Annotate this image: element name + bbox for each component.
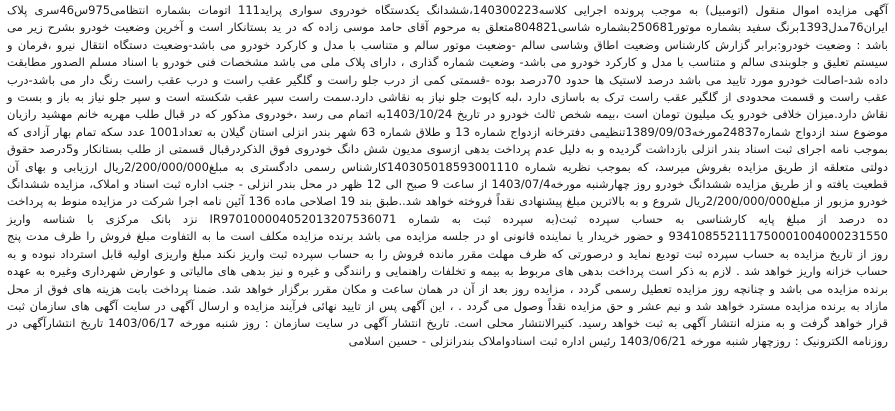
- auction-notice-body: آگهی مزایده اموال منقول (اتومبیل) به موجب پرونده اجرایی کلاسه140300223،ششدانگ یکدستگاه خودروی سواری پراید111 اتومات بشماره انتظامی975س46سری پلاک ایران76مدل1393برنگ سفید بشماره موتور250681بشماره شاسی804821متعلق به مرحوم آقای حامد موسی زاده که در ید بستانکار است و آخرین وضعیت خودرو بشرح زیر می باشد : وضعیت خودرو:برابر گزارش کارشناس وضعیت اطاق وشاسی سالم -وضعیت موتور سالم و متناسب با مدل و کارکرد خودرو می باشد-وضعیت دستگاه انتقال نیرو ،فرمان و سیستم تعلیق و جلوبندی سالم و متناسب با مدل و کارکرد خودرو می باشد- وضعیت شماره گذاری ، دارای پلاک ملی می باشد مشخصات فنی خودرو با اسناد مسلم الصدور مطابقت داده شد-اصالت خودرو مورد تایید می باشد درصد لاستیک ها حدود 70درصد بوده -قسمتی کمی از درب جلو راست و گلگیر عقب راست و درب عقب راست رنگ دار می باشد-درب عقب راست و قسمت محدودی از گلگیر عقب راست ترک به باسازی دارد ،لبه کاپوت جلو نیاز به نقاشی دارد.سمت راست سپر عقب شکسته است و سپر جلو نیاز به باز و بست و نقاش دارد.میزان خلافی خودرو یک میلیون تومان است ،بیمه شخص ثالث خودرو در تاریخ 1403/10/24به اتمام می رسد ،خودروی مذکور که در قبال طلب مهریه خانم مهشید رازیان موضوع سند ازدواج شماره24837مورخه1389/09/03تنظیمی دفترخانه ازدواج شماره 13 و طلاق شماره 63 شهر بندر انزلی استان گیلان به تعداد1001 عدد سکه تمام بهار آزادی که بموجب نامه اجرای ثبت اسناد بندر انزلی بازداشت گردیده و به دلیل عدم پرداخت بدهی ازسوی مدیون شش دانگ خودروی فوق الذکردرقبال قسمتی از طلب بستانکار و5درصد حقوق دولتی متعلقه از طریق مزایده بفروش میرسد، که بموجب نظریه شماره 140305018593001110کارشناس رسمی دادگستری به مبلغ2/200/000/000ریال ارزیابی و بهای آن قطعیت یافته و از طریق مزایده ششدانگ خودرو روز چهارشنبه مورخه1403/07/4 از ساعت 9 صبح الی 12 ظهر در محل بندر انزلی - جنب اداره ثبت اسناد و املاک، مزایده ششدانگ خودرو مزبور از مبلغ2/200/000/000ریال شروع و به بالاترین مبلغ پیشنهادی نقداً فروخته خواهد شد..طبق بند 19 اصلاحی ماده 136 آئین نامه اجرا شرکت در مزایده منوط به پرداخت ده درصد از مبلغ پایه کارشناسی به حساب سپرده ثبت(به سپرده ثبت به شماره IR970100004052013207536071 نزد بانک مرکزی با شناسه واریز 934108552111750001004000231550 و حضور خریدار یا نماینده قانونی او در جلسه مزایده می باشد برنده مزایده مکلف است ما به التفاوت مبلغ فروش را ظرف مدت پنج روز از تاریخ مزایده به حساب سپرده ثبت تودیع نماید و درصورتی که ظرف مهلت مقرر مانده فروش را به حساب سپرده ثبت واریز نکند مبلغ واریزی اولیه قابل استرداد نبوده و به حساب خزانه واریز خواهد شد . لازم به ذکر است پرداخت بدهی های مربوط به بیمه و تخلفات راهنمایی و رانندگی و غیره و نیز بدهی های مالیاتی و عوارض شهرداری وغیره به عهده برنده مزایده می باشد و چنانچه روز مزایده تعطیل رسمی گردد ، مزایده روز بعد از آن در همان ساعت و مکان مقرر برگزار خواهد شد. ضمنا پرداخت بابت هزینه های فوق از محل مازاد به برنده مزایده مسترد خواهد شد و نیم عشر و حق مزایده نقداً وصول می گردد . ، این آگهی پس از تایید نهائی فرآیند مزایده و ارسال آگهی در سایت آگهی های سازمان ثبت قرار خواهد گرفت و به منزله انتشار آگهی به ثبت خواهد رسید. کنیرالانتشار محلی است. تاریخ انتشار آگهی در سایت سازمان : روز شنبه مورخه 1403/06/17 تاریخ انتشارآگهی در روزنامه الکترونیک : روزچهار شنبه مورخه 1403/06/21 رئیس اداره ثبت اسنادواملاک بندرانزلی - حسین اسلامی: [7, 3, 889, 348]
